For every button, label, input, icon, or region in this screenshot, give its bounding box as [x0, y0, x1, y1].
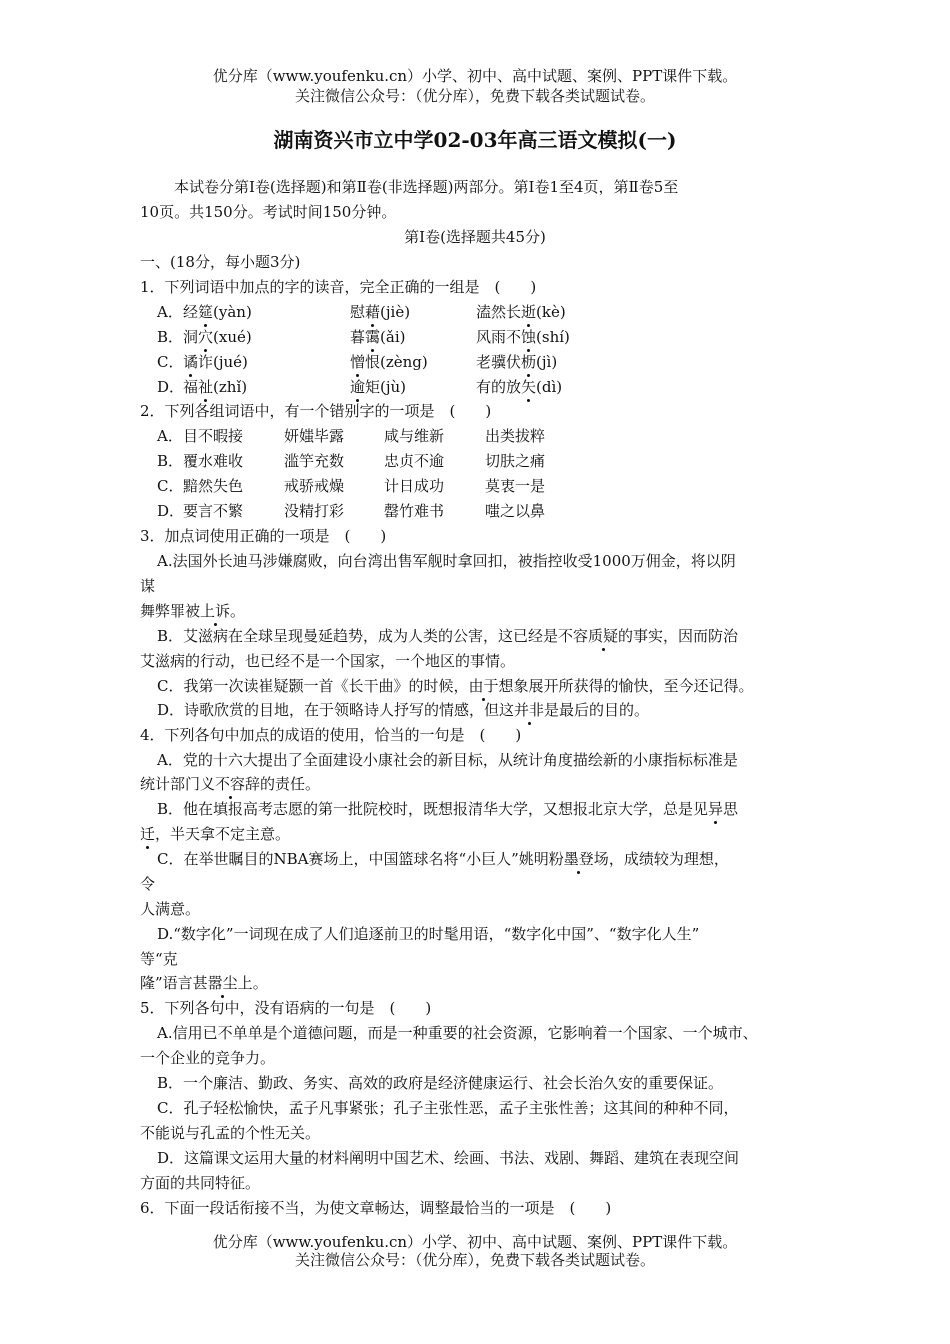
q1-option-word: 谲诈(jué) — [183, 353, 248, 371]
q3-option-c: C．我第一次读崔疑颢一首《长干曲》的时候，由于想象展开所获得的愉快，至今还记得。 — [157, 677, 754, 695]
dotted-char: 憎 — [350, 353, 366, 371]
q1-option-word: 洞穴(xué) — [183, 328, 252, 346]
q5-option-d-line-1: D．这篇课文运用大量的材料阐明中国艺术、绘画、书法、戏剧、舞蹈、建筑在表现空间 — [157, 1149, 740, 1167]
q3-option-a-line-1: A.法国外长迪马涉嫌腐败，向台湾出售军舰时拿回扣，被指控收受1000万佣金，将以阴 — [157, 552, 736, 570]
intro-line-2: 10页。共150分。考试时间150分钟。 — [140, 203, 397, 221]
q3-option-b-line-1: B．艾滋病在全球呈现曼延趋势，成为人类的公害，这已经是不容质疑的事实，因而防治 — [157, 627, 739, 645]
dotted-word: 粉墨登场 — [548, 850, 609, 868]
q2-option-word: 没精打彩 — [284, 502, 345, 520]
q2-option-word: 滥竽充数 — [284, 452, 345, 470]
q5-option-c-line-1: C．孔子轻松愉快，孟子凡事紧张；孔子主张性恶，孟子主张性善；这其间的种种不同， — [157, 1099, 739, 1117]
q3-option-a-line-3: 舞弊罪被上诉。 — [140, 602, 246, 620]
dotted-char: 蚀 — [521, 328, 537, 346]
dotted-char: 穴 — [198, 328, 214, 346]
intro-line-1: 本试卷分第Ⅰ卷(选择题)和第Ⅱ卷(非选择题)两部分。第Ⅰ卷1至4页，第Ⅱ卷5至 — [174, 178, 679, 196]
q4-option-d-line-1: D.“数字化”一词现在成了人们追逐前卫的时髦用语，“数字化中国”、“数字化人生” — [157, 925, 700, 943]
q5-option-d-line-2: 方面的共同特征。 — [140, 1174, 261, 1192]
dotted-word: 由于 — [468, 677, 499, 695]
q4-option-a-line-1: A．党的十六大提出了全面建设小康社会的新目标，从统计角度描绘新的小康指标标准是 — [157, 751, 738, 769]
dotted-word: 义不容辞 — [200, 775, 261, 793]
q5-option-a-line-2: 一个企业的竞争力。 — [140, 1049, 276, 1067]
q1-option-word: 老骥伏枥(jì) — [476, 353, 558, 371]
dotted-char: 霭 — [365, 328, 381, 346]
q3-option-a-line-2: 谋 — [140, 577, 156, 595]
q3-option-d: D．诗歌欣赏的目地，在于领略诗人抒写的情感，但这并非是最后的目的。 — [157, 701, 650, 719]
q5-option-a-line-1: A.信用已不单单是个道德问题，而是一种重要的社会资源，它影响着一个国家、一个城市、 — [157, 1024, 758, 1042]
page-title: 湖南资兴市立中学02-03年高三语文模拟(一) — [273, 128, 677, 152]
q2-option-word: 戒骄戒燥 — [284, 477, 345, 495]
dotted-char: 谲 — [183, 353, 199, 371]
dotted-word: 见异思 — [693, 800, 739, 818]
q1-option-word: 憎恨(zèng) — [350, 353, 428, 371]
q6-stem: 6．下面一段话衔接不当，为使文章畅达，调整最恰当的一项是 ( ) — [140, 1199, 612, 1217]
part-one-heading: 一、(18分，每小题3分) — [140, 253, 301, 271]
q2-stem: 2．下列各组词语中，有一个错别字的一项是 ( ) — [140, 402, 492, 420]
dotted-char: 枥 — [521, 353, 537, 371]
q4-option-d-line-3: 隆”语言甚嚣尘上。 — [140, 974, 268, 992]
dotted-word: 上诉 — [200, 602, 231, 620]
q2-option-word: 覆水难收 — [183, 452, 244, 470]
q1-option-word: 福祉(zhǐ) — [183, 378, 248, 396]
q4-option-c-line-1: C．在举世瞩目的NBA赛场上，中国篮球名将“小巨人”姚明粉墨登场，成绩较为理想， — [157, 850, 729, 868]
q2-option-word: 咸与维新 — [384, 427, 445, 445]
q1-option-word: 风雨不蚀(shí) — [476, 328, 570, 346]
dotted-char: 矢 — [521, 378, 537, 396]
dotted-word: 质疑 — [588, 627, 619, 645]
q1-option-word: 经筵(yàn) — [183, 303, 252, 321]
q4-option-a-line-2: 统计部门义不容辞的责任。 — [140, 775, 321, 793]
q1-option-word: 暮霭(ǎi) — [350, 328, 406, 346]
dotted-char: 祉 — [198, 378, 214, 396]
q3-option-b-line-2: 艾滋病的行动，也已经不是一个国家，一个地区的事情。 — [140, 652, 516, 670]
q5-option-b: B．一个廉洁、勤政、务实、高效的政府是经济健康运行、社会长治久安的重要保证。 — [157, 1074, 724, 1092]
footer-line-1: 优分库（www.youfenku.cn）小学、初中、高中试题、案例、PPT课件下载。 — [212, 1233, 738, 1251]
q1-option-label: C． — [157, 353, 184, 371]
header-line-2: 关注微信公众号：（优分库），免费下载各类试题试卷。 — [294, 87, 655, 105]
q4-option-b-line-2: 迁，半天拿不定主意。 — [140, 825, 291, 843]
dotted-word: 迁 — [140, 825, 156, 843]
q1-stem: 1．下列词语中加点的字的读音，完全正确的一组是 ( ) — [140, 278, 537, 296]
dotted-word: 甚嚣尘上 — [192, 974, 253, 992]
q2-option-label: A． — [157, 427, 183, 445]
q1-option-label: A． — [157, 303, 183, 321]
q1-option-word: 有的放矢(dì) — [476, 378, 563, 396]
dotted-word: 并非 — [514, 701, 545, 719]
q2-option-word: 切肤之痛 — [485, 452, 546, 470]
header-line-1: 优分库（www.youfenku.cn）小学、初中、高中试题、案例、PPT课件下载。 — [212, 67, 738, 85]
q2-option-word: 计日成功 — [384, 477, 445, 495]
section-title: 第Ⅰ卷(选择题共45分) — [404, 228, 546, 246]
q1-option-label: D． — [157, 378, 185, 396]
q2-option-label: C． — [157, 477, 184, 495]
dotted-char: 筵 — [198, 303, 214, 321]
q1-option-word: 溘然长逝(kè) — [476, 303, 566, 321]
q3-stem: 3．加点词使用正确的一项是 ( ) — [140, 527, 387, 545]
q4-option-d-line-2: 等“克 — [140, 950, 178, 968]
q4-stem: 4．下列各句中加点的成语的使用，恰当的一句是 ( ) — [140, 726, 522, 744]
dotted-char: 藉 — [365, 303, 381, 321]
q2-option-word: 莫衷一是 — [485, 477, 546, 495]
q1-option-label: B． — [157, 328, 184, 346]
footer-line-2: 关注微信公众号：（优分库），免费下载各类试题试卷。 — [294, 1251, 655, 1269]
q5-stem: 5．下列各句中，没有语病的一句是 ( ) — [140, 999, 432, 1017]
q2-option-label: B． — [157, 452, 184, 470]
q2-option-word: 罄竹难书 — [384, 502, 445, 520]
q4-option-b-line-1: B．他在填报高考志愿的第一批院校时，既想报清华大学，又想报北京大学，总是见异思 — [157, 800, 739, 818]
q5-option-c-line-2: 不能说与孔孟的个性无关。 — [140, 1124, 321, 1142]
q1-option-word: 慰藉(jiè) — [350, 303, 411, 321]
q2-option-word: 黯然失色 — [183, 477, 244, 495]
q4-option-c-line-2: 令 — [140, 875, 156, 893]
q2-option-word: 要言不繁 — [183, 502, 244, 520]
dotted-char: 逝 — [521, 303, 537, 321]
q2-option-word: 出类拔粹 — [485, 427, 546, 445]
q2-option-word: 妍媸毕露 — [284, 427, 345, 445]
q2-option-word: 忠贞不逾 — [384, 452, 445, 470]
dotted-char: 逾 — [350, 378, 366, 396]
q1-option-word: 逾矩(jù) — [350, 378, 407, 396]
q2-option-word: 目不暇接 — [183, 427, 244, 445]
q2-option-label: D． — [157, 502, 185, 520]
q4-option-c-line-3: 人满意。 — [140, 900, 201, 918]
q2-option-word: 嗤之以鼻 — [485, 502, 546, 520]
